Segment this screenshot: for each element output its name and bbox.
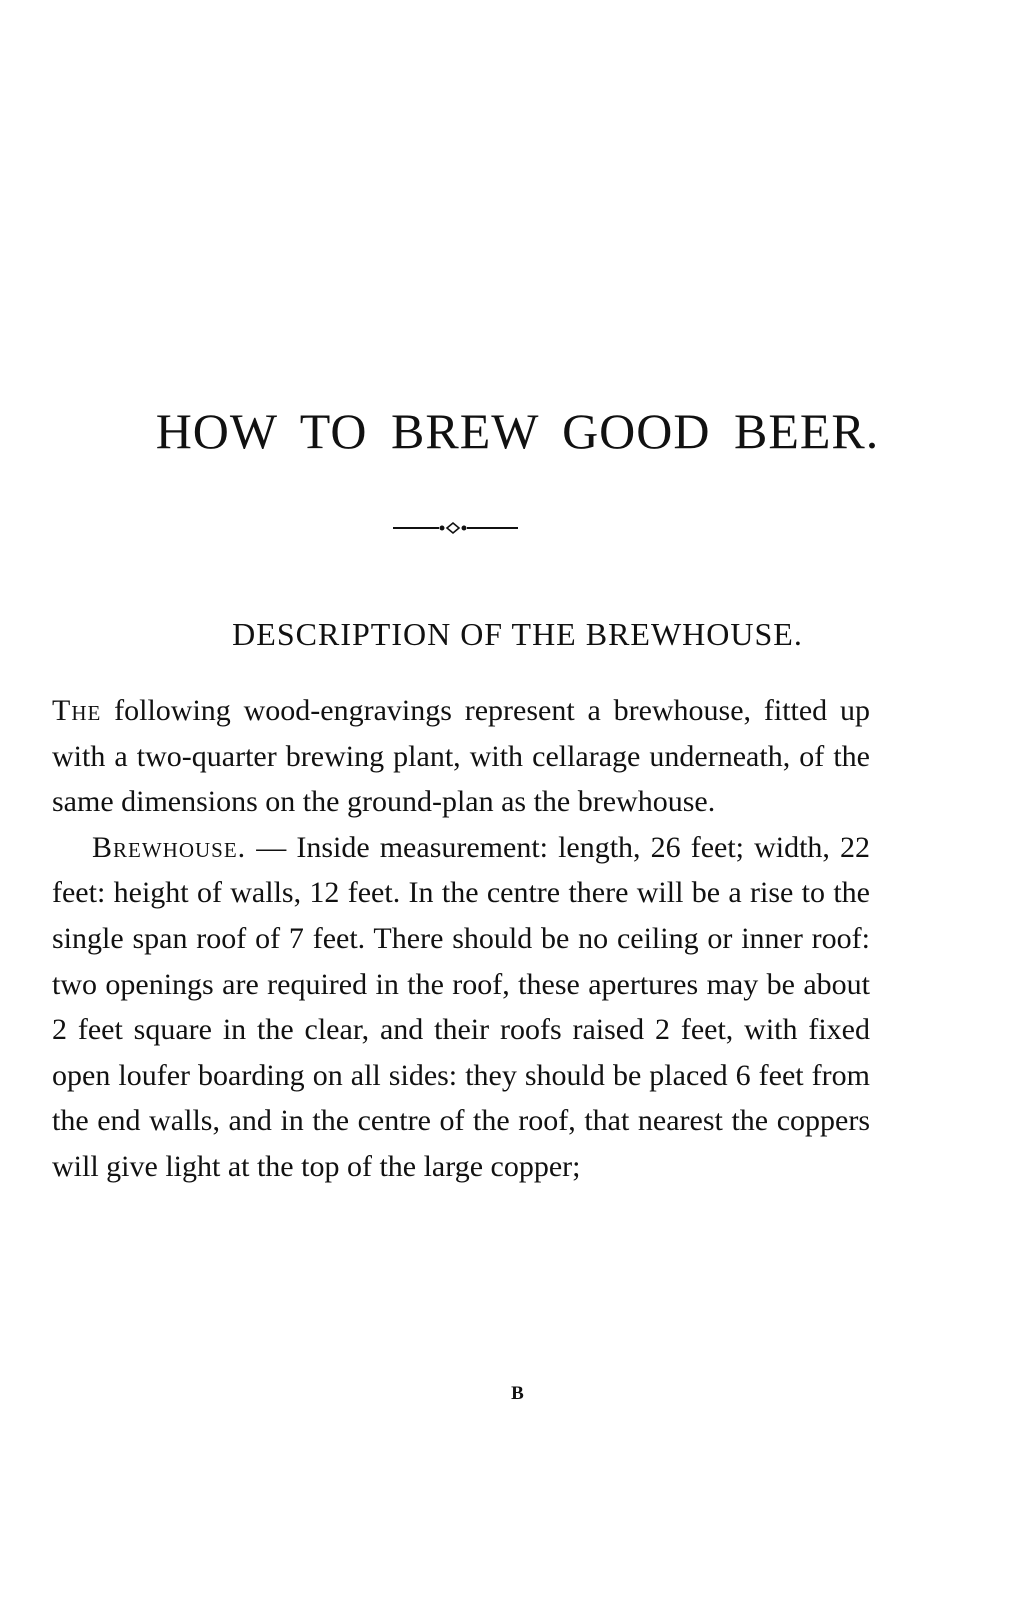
paragraph-2 <box>52 825 870 1190</box>
section-heading: DESCRIPTION OF THE BREWHOUSE. <box>232 616 803 652</box>
paragraph-2-lead: Brewhouse. <box>92 830 247 864</box>
paragraph-1-text: following wood-engravings represent a brewhouse, fitted up with a two-quarter brewing plant, with cellarage underneath, of the same dimensions on the ground-plan as the brewhouse. <box>52 694 870 819</box>
paragraph-1 <box>52 688 870 825</box>
signature-mark: B <box>511 1383 524 1404</box>
paragraph-2-text: — Inside measurement: length, 26 feet; width, 22 feet: height of walls, 12 feet. In the centre there will be a rise to the single span roof of 7 feet. There should be no ceiling or inner roof: two openings are required in the roof, these apertures may be about 2 feet square in the clear, and their roofs raised 2 feet, with fixed open loufer boarding on all sides: they should be placed 6 feet from the end walls, and in the centre of the roof, that nearest the coppers will give light at the top of the large copper; <box>52 830 870 1183</box>
paragraph-1-lead: The <box>52 694 102 727</box>
body-text <box>52 688 870 1190</box>
page-title: HOW TO BREW GOOD BEER. <box>155 403 880 459</box>
rule-ornament-icon <box>393 520 518 536</box>
